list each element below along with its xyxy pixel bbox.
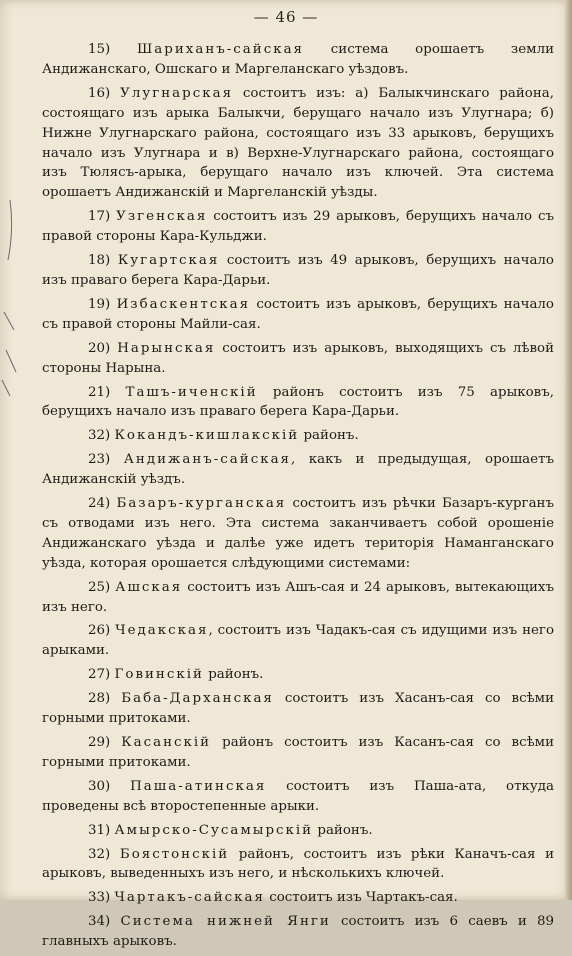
system-name: Избаскентская: [116, 296, 251, 312]
paragraph: [42, 339, 554, 379]
paragraph: [42, 621, 554, 661]
page-edge: [565, 0, 572, 900]
paragraph-number: 34): [88, 914, 111, 930]
paragraph: [42, 888, 554, 908]
paragraph-number: 23): [88, 452, 111, 468]
paragraph: [42, 733, 554, 773]
paragraph-number: 31): [88, 822, 111, 838]
paragraph-number: 28): [88, 691, 111, 707]
paragraph-text: районъ состоитъ изъ Касанъ-сая со всѣми горными притоками.: [42, 735, 554, 770]
paragraph-text: система орошаетъ земли Андижанскаго, Ошскаго и Маргеланскаго уѣздовъ.: [42, 42, 554, 77]
system-name: Андижанъ-сайская: [123, 452, 291, 468]
system-name: Улугнарская: [120, 85, 234, 101]
margin-pencil-marks: [0, 200, 28, 400]
paragraph: [42, 295, 554, 335]
system-name: Базаръ-курганская: [116, 496, 287, 512]
paragraph: [42, 665, 554, 685]
system-name: Баба-Дарханская: [121, 691, 274, 707]
paragraph: [42, 689, 554, 729]
paragraph: [42, 494, 554, 574]
paragraph-text: районъ, состоитъ изъ рѣки Каначъ-сая и арыковъ, выведенныхъ изъ него, и нѣсколькихъ ключей.: [42, 846, 554, 882]
paragraph-number: 18): [88, 253, 111, 269]
paragraph-number: 16): [88, 85, 111, 101]
paragraph-number: 24): [88, 496, 111, 512]
system-name: Паша-атинская: [130, 778, 267, 794]
system-name: Кугартская: [117, 253, 220, 269]
paragraph-text: , какъ и предыдущая, орошаетъ Андижанскій уѣздъ.: [42, 452, 555, 488]
paragraph-number: 32): [88, 846, 111, 862]
paragraph: [42, 777, 554, 817]
paragraph-number: 17): [88, 209, 111, 225]
paragraph-text: районъ состоитъ изъ 75 арыковъ, берущихъ начало изъ праваго берега Кара-Дарьи.: [42, 384, 554, 420]
system-name: Ашская: [115, 579, 183, 595]
paragraph: [42, 426, 554, 446]
system-name: Шариханъ-сайская: [137, 42, 305, 57]
paragraph-number: 29): [88, 735, 111, 750]
paragraph: [42, 578, 554, 618]
paragraph-text: районъ.: [313, 822, 373, 838]
system-name: Ташъ-иченскій: [125, 384, 258, 400]
system-name: Амырско-Сусамырскій: [114, 822, 314, 838]
paragraph-text: состоитъ изъ арыковъ, берущихъ начало съ правой стороны Майли-сая.: [42, 296, 554, 332]
paragraph: [42, 450, 554, 490]
paragraph-number: 33): [88, 890, 111, 906]
paragraph: [42, 821, 554, 841]
paragraph-text: состоитъ изъ Хасанъ-сая со всѣми горными притоками.: [42, 691, 554, 727]
paragraph: [42, 40, 554, 80]
system-name: Касанскій: [121, 735, 212, 750]
paragraph-number: 25): [88, 579, 111, 595]
system-name: Чедакская: [115, 623, 209, 639]
paragraph: [42, 84, 554, 203]
paragraph-text: районъ.: [299, 428, 359, 444]
paragraph: [42, 845, 554, 885]
paragraph-text: районъ.: [203, 667, 264, 683]
system-name: Узгенская: [116, 209, 208, 225]
paragraph: [42, 912, 554, 952]
paragraph-text: состоитъ изъ 49 арыковъ, берущихъ начало изъ праваго берега Кара-Дарьи.: [42, 253, 554, 288]
paragraph-number: 30): [88, 778, 111, 794]
paragraph: [42, 383, 554, 423]
paragraph-text: состоитъ изъ арыковъ, выходящихъ съ лѣвой стороны Нарына.: [42, 340, 554, 376]
system-name: Чартакъ-сайская: [114, 890, 265, 906]
paragraph-text: состоитъ изъ рѣчки Базаръ-курганъ съ отводами изъ него. Эта система заканчиваетъ собой орошеніе Андижанскаго уѣзда и далѣе уже идетъ територія Наманганскаго уѣзда, которая орошается слѣдующими системами:: [42, 496, 554, 571]
paragraph-text: состоитъ изъ Чартакъ-сая.: [264, 890, 458, 906]
paragraph-number: 19): [88, 296, 111, 312]
paragraph-number: 27): [88, 667, 111, 683]
system-name: Боястонскій: [119, 846, 230, 862]
paragraph-number: 15): [88, 42, 111, 57]
paragraph-text: состоитъ изъ: а) Балыкчинскаго района, состоящаго изъ арыка Балыкчи, берущаго начало изъ Улугнара; б) Нижне Улугнарскаго района, состоящаго изъ 33 арыковъ, берущихъ начало изъ Улугнара и в) Верхне-Улугнарскаго района, состоящаго изъ Тюлясъ-арыка, берущаго начало изъ ключей. Эта система орошаетъ Андижанскій и Маргеланскій уѣзды.: [42, 85, 554, 201]
paragraph-number: 20): [88, 340, 111, 356]
page-number: — 46 —: [253, 8, 319, 26]
paragraph-number: 26): [88, 623, 111, 639]
paragraph-number: 32): [88, 428, 111, 444]
document-body: [42, 40, 554, 956]
paragraph: [42, 207, 554, 247]
paragraph-text: состоитъ изъ Ашъ-сая и 24 арыковъ, вытекающихъ изъ него.: [42, 579, 554, 615]
paragraph-text: состоитъ изъ 29 арыковъ, берущихъ начало съ правой стороны Кара-Кульджи.: [42, 209, 554, 245]
paragraph-text: состоитъ изъ Паша-ата, откуда проведены всѣ второстепенные арыки.: [42, 778, 554, 814]
system-name: Система нижней Янги: [120, 914, 331, 930]
paragraph-text: состоитъ изъ 6 саевъ и 89 главныхъ арыковъ.: [42, 914, 554, 950]
paragraph: [42, 251, 554, 291]
system-name: Нарынская: [117, 340, 216, 356]
system-name: Говинскій: [114, 667, 204, 683]
system-name: Кокандъ-кишлакскій: [114, 428, 300, 444]
paragraph-text: , состоитъ изъ Чадакъ-сая съ идущими изъ него арыками.: [42, 623, 555, 659]
paragraph-number: 21): [88, 384, 111, 400]
